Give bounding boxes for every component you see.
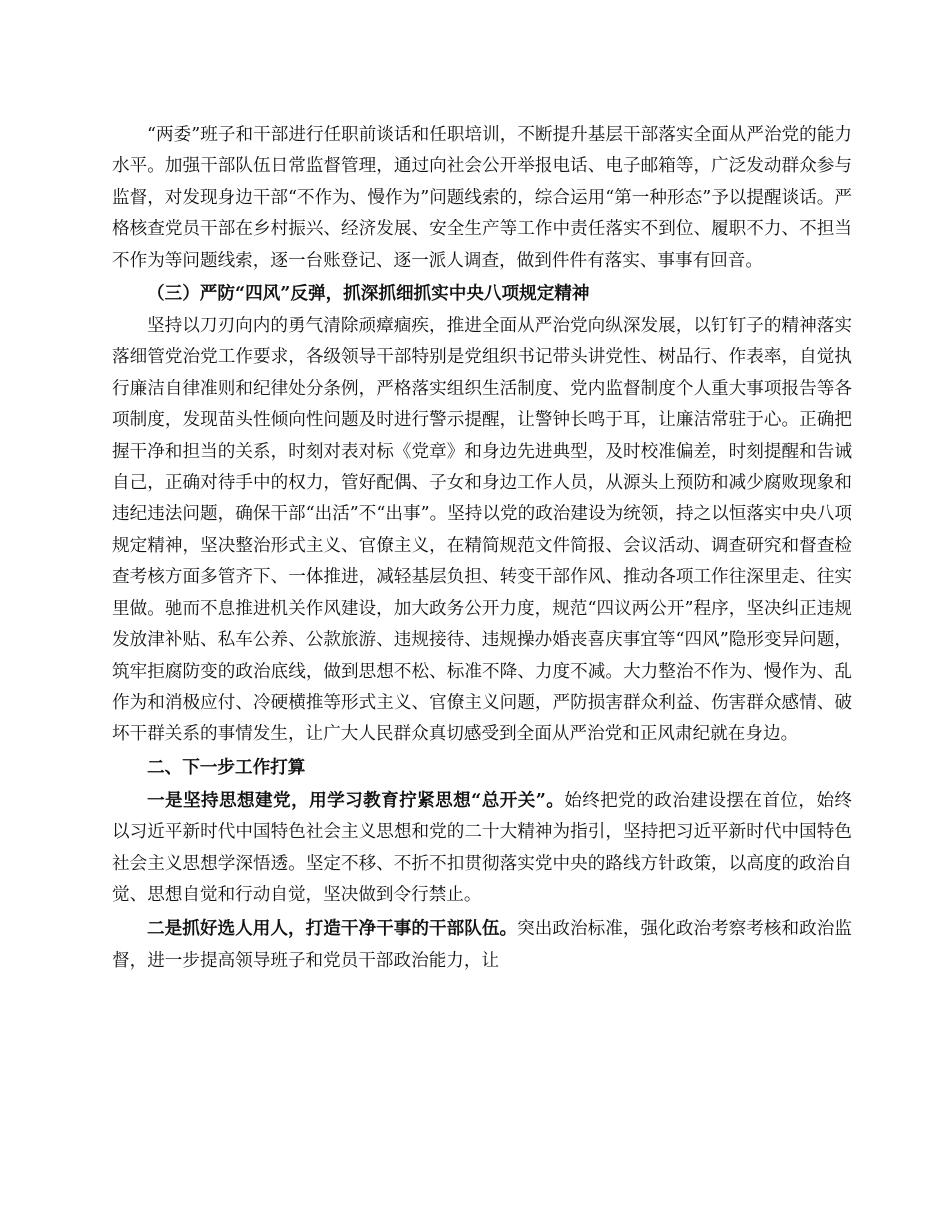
document-body [112,120,852,977]
body-paragraph [112,785,852,912]
body-paragraph: 坚持以刀刃向内的勇气清除顽瘴痼疾，推进全面从严治党向纵深发展，以钉钉子的精神落实落细管党治党工作要求，各级领导干部特别是党组织书记带头讲党性、树品行、作表率，自觉执行廉洁自律准则和纪律处分条例，严格落实组织生活制度、党内监督制度个人重大事项报告等各项制度，发现苗头性倾向性问题及时进行警示提醒，让警钟长鸣于耳，让廉洁常驻于心。正确把握干净和担当的关系，时刻对表对标《党章》和身边先进典型，及时校准偏差，时刻提醒和告诫自己，正确对待手中的权力，管好配偶、子女和身边工作人员，从源头上预防和减少腐败现象和违纪违法问题，确保干部“出活”不“出事”。坚持以党的政治建设为统领，持之以恒落实中央八项规定精神，坚决整治形式主义、官僚主义，在精简规范文件简报、会议活动、调查研究和督查检查考核方面多管齐下、一体推进，减轻基层负担、转变干部作风、推动各项工作往深里走、往实里做。驰而不息推进机关作风建设，加大政务公开力度，规范“四议两公开”程序，坚决纠正违规发放津补贴、私车公养、公款旅游、违规接待、违规操办婚丧喜庆事宜等“四风”隐形变异问题，筑牢拒腐防变的政治底线，做到思想不松、标准不降、力度不减。大力整治不作为、慢作为、乱作为和消极应付、冷硬横推等形式主义、官僚主义问题，严防损害群众利益、伤害群众感情、破坏干群关系的事情发生，让广大人民群众真切感受到全面从严治党和正风肃纪就在身边。 [112,316,852,745]
section-heading: 二、下一步工作打算 [147,756,306,778]
paragraph-lead: 二是抓好选人用人，打造干净干事的干部队伍。 [147,918,518,940]
paragraph-text: 突出政治标准，强化政治考察考核和政治监督，进一步提高领导班子和党员干部政治能力，让 [112,919,852,971]
body-paragraph: “两委”班子和干部进行任职前谈话和任职培训，不断提升基层干部落实全面从严治党的能力水平。加强干部队伍日常监督管理，通过向社会公开举报电话、电子邮箱等，广泛发动群众参与监督，对发现身边干部“不作为、慢作为”问题线索的，综合运用“第一种形态”予以提醒谈话。严格核查党员干部在乡村振兴、经济发展、安全生产等工作中责任落实不到位、履职不力、不担当不作为等问题线索，逐一台账登记、逐一派人调查，做到件件有落实、事事有回音。 [112,125,852,271]
body-paragraph [112,913,852,977]
section-heading: （三）严防“四风”反弹，抓深抓细抓实中央八项规定精神 [147,283,590,305]
paragraph-text: 始终把党的政治建设摆在首位，始终以习近平新时代中国特色社会主义思想和党的二十大精神为指引，坚持把习近平新时代中国特色社会主义思想学深悟透。坚定不移、不折不扣贯彻落实党中央的路线方针政策，以高度的政治自觉、思想自觉和行动自觉，坚决做到令行禁止。 [112,790,852,905]
paragraph-lead: 一是坚持思想建党，用学习教育拧紧思想“总开关”。 [147,789,565,811]
